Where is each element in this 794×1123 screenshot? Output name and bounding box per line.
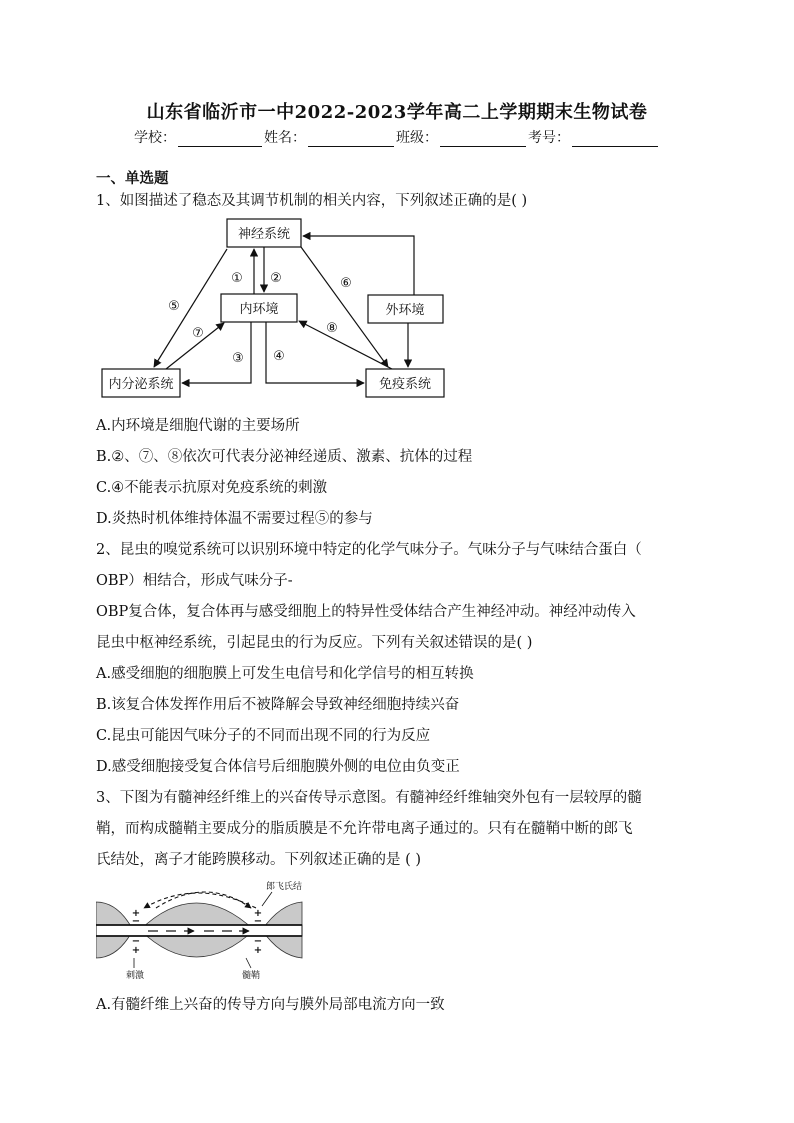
charge-left-bottom-2: + — [131, 945, 141, 956]
exam-number-blank[interactable] — [572, 132, 658, 147]
q1-stem: 1、如图描述了稳态及其调节机制的相关内容，下列叙述正确的是( ) — [96, 193, 528, 209]
q3-option-a: A.有髓纤维上兴奋的传导方向与膜外局部电流方向一致 — [96, 997, 445, 1013]
charge-left-top-1: + — [131, 908, 141, 919]
label-1: ① — [231, 271, 243, 286]
charge-right-top-2: − — [253, 916, 263, 927]
q1-option-b: B.②、⑦、⑧依次可代表分泌神经递质、激素、抗体的过程 — [96, 449, 473, 465]
q3-figure — [96, 878, 308, 983]
charge-left-bottom-1: − — [131, 936, 141, 947]
q1-diagram — [96, 215, 456, 400]
axon — [96, 925, 302, 936]
name-label: 姓名： — [264, 130, 306, 146]
label-8: ⑧ — [326, 321, 338, 336]
external-environment-label: 外环境 — [385, 303, 425, 318]
q1-option-d: D.炎热时机体维持体温不需要过程⑤的参与 — [96, 511, 373, 527]
q1-option-a: A.内环境是细胞代谢的主要场所 — [96, 418, 300, 434]
internal-environment-label: 内环境 — [239, 302, 279, 317]
q3-line-1: 3、下图为有髓神经纤维上的兴奋传导示意图。有髓神经纤维轴突外包有一层较厚的髓 — [96, 790, 642, 806]
q2-line-3: OBP复合体，复合体再与感受细胞上的特异性受体结合产生神经冲动。神经冲动传入 — [96, 604, 636, 620]
q2-option-c: C.昆虫可能因气味分子的不同而出现不同的行为反应 — [96, 728, 431, 744]
q2-line-4: 昆虫中枢神经系统，引起昆虫的行为反应。下列有关叙述错误的是( ) — [96, 635, 533, 651]
charge-right-bottom-1: − — [253, 936, 263, 947]
school-label: 学校： — [134, 130, 176, 146]
exam-title: 山东省临沂市一中2022-2023学年高二上学期期末生物试卷 — [146, 102, 648, 123]
school-blank[interactable] — [178, 132, 262, 147]
immune-system-label: 免疫系统 — [378, 377, 432, 392]
nervous-system-label: 神经系统 — [237, 227, 291, 242]
q2-option-b: B.该复合体发挥作用后不被降解会导致神经细胞持续兴奋 — [96, 697, 460, 713]
charge-right-bottom-2: + — [253, 945, 263, 956]
label-2: ② — [270, 271, 282, 286]
arrow-8 — [299, 321, 392, 369]
endocrine-system-label: 内分泌系统 — [108, 377, 174, 392]
arrow-external-nervous — [303, 236, 414, 295]
charge-right-top-1: + — [253, 908, 263, 919]
myelin-label: 髓鞘 — [242, 971, 261, 981]
name-blank[interactable] — [308, 132, 394, 147]
q2-line-2: OBP）相结合，形成气味分子- — [96, 573, 293, 589]
q3-line-2: 鞘，而构成髓鞘主要成分的脂质膜是不允许带电离子通过的。只有在髓鞘中断的郎飞 — [96, 821, 633, 837]
label-7: ⑦ — [192, 326, 204, 341]
charge-left-top-2: − — [131, 916, 141, 927]
class-blank[interactable] — [440, 132, 526, 147]
student-info-row — [0, 127, 794, 147]
class-label: 班级： — [396, 130, 438, 146]
label-5: ⑤ — [168, 299, 180, 314]
q2-line-1: 2、昆虫的嗅觉系统可以识别环境中特定的化学气味分子。气味分子与气味结合蛋白（ — [96, 542, 642, 558]
label-6: ⑥ — [340, 276, 352, 291]
section-heading: 一、单选题 — [96, 170, 169, 187]
q2-option-a: A.感受细胞的细胞膜上可发生电信号和化学信号的相互转换 — [96, 666, 474, 682]
q3-line-3: 氏结处，离子才能跨膜移动。下列叙述正确的是 ( ) — [96, 852, 422, 868]
label-4: ④ — [273, 349, 285, 364]
stimulus-label: 刺激 — [126, 971, 145, 981]
q1-option-c: C.④不能表示抗原对免疫系统的刺激 — [96, 480, 328, 496]
q2-option-d: D.感受细胞接受复合体信号后细胞膜外侧的电位由负变正 — [96, 759, 460, 775]
exam-number-label: 考号： — [528, 130, 570, 146]
node-of-ranvier-label: 郎飞氏结 — [266, 882, 303, 892]
label-3: ③ — [232, 351, 244, 366]
